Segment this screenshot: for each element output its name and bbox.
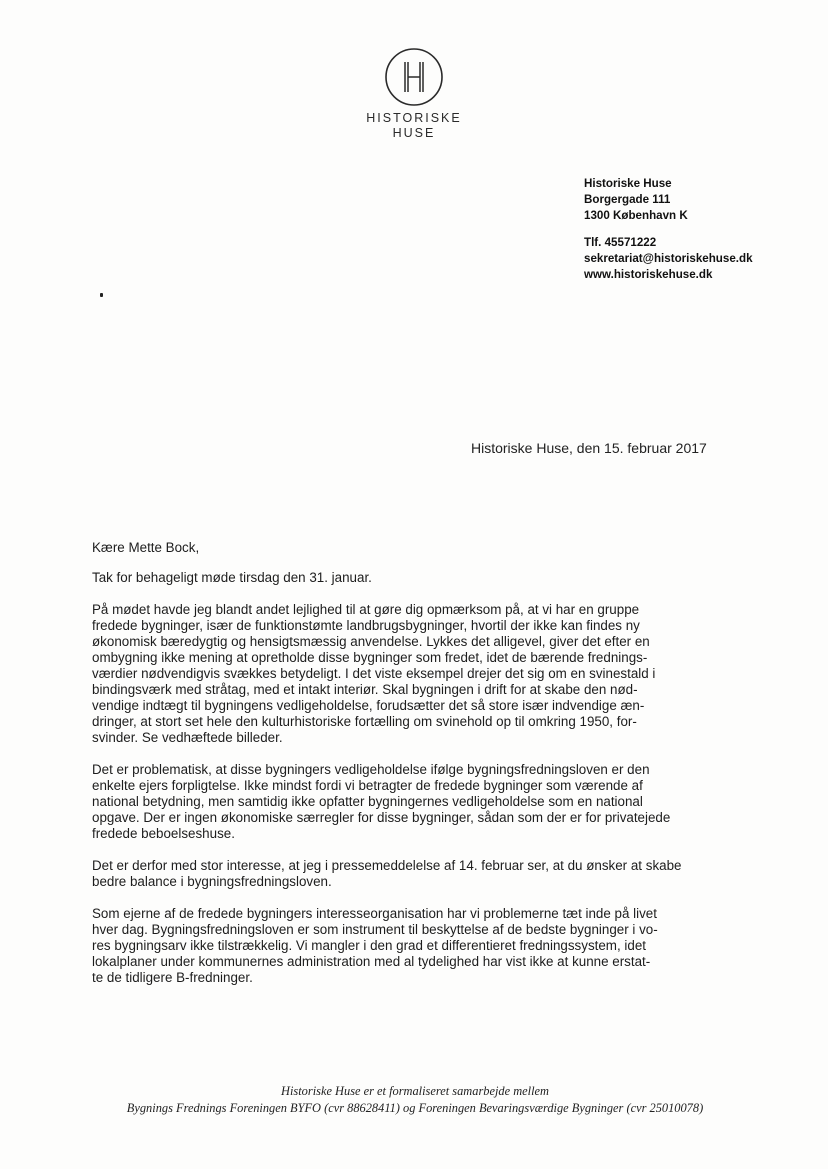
footer-line1: Historiske Huse er et formaliseret samarbejde mellem	[281, 1084, 549, 1098]
paragraph-line: res bygningsarv ikke tilstrækkelig. Vi mangler i den grad et differentieret fredningssystem, idet	[92, 938, 646, 953]
paragraph-line: fredede bygninger, især de funktionstømte landbrugsbygninger, hvortil der ikke kan findes ny	[92, 618, 640, 633]
sender-street: Borgergade 111	[584, 193, 671, 206]
paragraph-line: national betydning, men samtidig ikke opfatter bygningernes vedligeholdelse som en national	[92, 794, 643, 809]
paragraph-line: svinder. Se vedhæftede billeder.	[92, 730, 283, 745]
historiske-huse-monogram-icon	[384, 47, 444, 107]
sender-website: www.historiskehuse.dk	[584, 268, 713, 281]
paragraph-line: te de tidligere B-fredninger.	[92, 970, 253, 985]
letter-paragraph	[92, 762, 732, 842]
paragraph-line: Tak for behageligt møde tirsdag den 31. januar.	[92, 570, 372, 585]
paragraph-line: På mødet havde jeg blandt andet lejlighed til at gøre dig opmærksom på, at vi har en gruppe	[92, 602, 640, 617]
paragraph-line: vendige indtægt til bygningens vedligeholdelse, forudsætter det så store især indvendige æn-	[92, 698, 645, 713]
paragraph-line: dringer, at stort set hele den kulturhistoriske fortælling om svinehold op til omkring 1950, for-	[92, 714, 637, 729]
letter-date: Historiske Huse, den 15. februar 2017	[471, 440, 707, 456]
sender-name: Historiske Huse	[584, 177, 672, 190]
sender-email: sekretariat@historiskehuse.dk	[584, 252, 753, 265]
paragraph-line: ombygning ikke mening at opretholde disse bygninger som fredet, idet de bærende frednings-	[92, 650, 648, 665]
letter-paragraph	[92, 858, 732, 890]
paragraph-line: bindingsværk med stråtag, med et intakt interiør. Skal bygningen i drift for at skabe den nød-	[92, 682, 638, 697]
paragraph-line: Det er derfor med stor interesse, at jeg i pressemeddelelse af 14. februar ser, at du ønsker at skabe	[92, 858, 682, 873]
letter-paragraphs	[92, 570, 732, 986]
letter-paragraph	[92, 602, 732, 746]
sender-phone: Tlf. 45571222	[584, 236, 657, 249]
paragraph-line: bedre balance i bygningsfredningsloven.	[92, 874, 332, 889]
sender-city: 1300 København K	[584, 209, 688, 222]
letter-paragraph	[92, 906, 732, 986]
letter-greeting: Kære Mette Bock,	[92, 540, 200, 555]
sender-address-block	[584, 176, 824, 283]
paragraph-line: Som ejerne af de fredede bygningers interesseorganisation har vi problemerne tæt inde på livet	[92, 906, 657, 921]
paragraph-line: økonomisk bæredygtig og hensigtsmæssig anvendelse. Lykkes det alligevel, giver det efter en	[92, 634, 650, 649]
paragraph-line: fredede beboelseshuse.	[92, 826, 235, 841]
letter-paragraph	[92, 570, 732, 586]
paragraph-line: værdier nødvendigvis svækkes betydeligt. I det viste eksempel drejer det sig om en svinestald i	[92, 666, 656, 681]
logo-text-line1: HISTORISKE	[366, 111, 462, 125]
stray-mark	[100, 293, 103, 297]
paragraph-line: lokalplaner under kommunernes administration med al tydelighed har vist ikke at kunne erstat-	[92, 954, 651, 969]
paragraph-line: enkelte ejers forpligtelse. Ikke mindst fordi vi betragter de fredede bygninger som værende af	[92, 778, 643, 793]
paragraph-line: hver dag. Bygningsfredningsloven er som instrument til beskyttelse af de bedste bygninger i vo-	[92, 922, 658, 937]
letter-body	[92, 540, 732, 1002]
paragraph-line: opgave. Der er ingen økonomiske særregler for disse bygninger, sådan som der er for privatejede	[92, 810, 671, 825]
paragraph-line: Det er problematisk, at disse bygningers vedligeholdelse ifølge bygningsfredningsloven er den	[92, 762, 650, 777]
footer-line2: Bygnings Frednings Foreningen BYFO (cvr 88628411) og Foreningen Bevaringsværdige Bygninger (cvr 25010078)	[126, 1101, 704, 1115]
logo-text-line2: HUSE	[392, 126, 436, 140]
